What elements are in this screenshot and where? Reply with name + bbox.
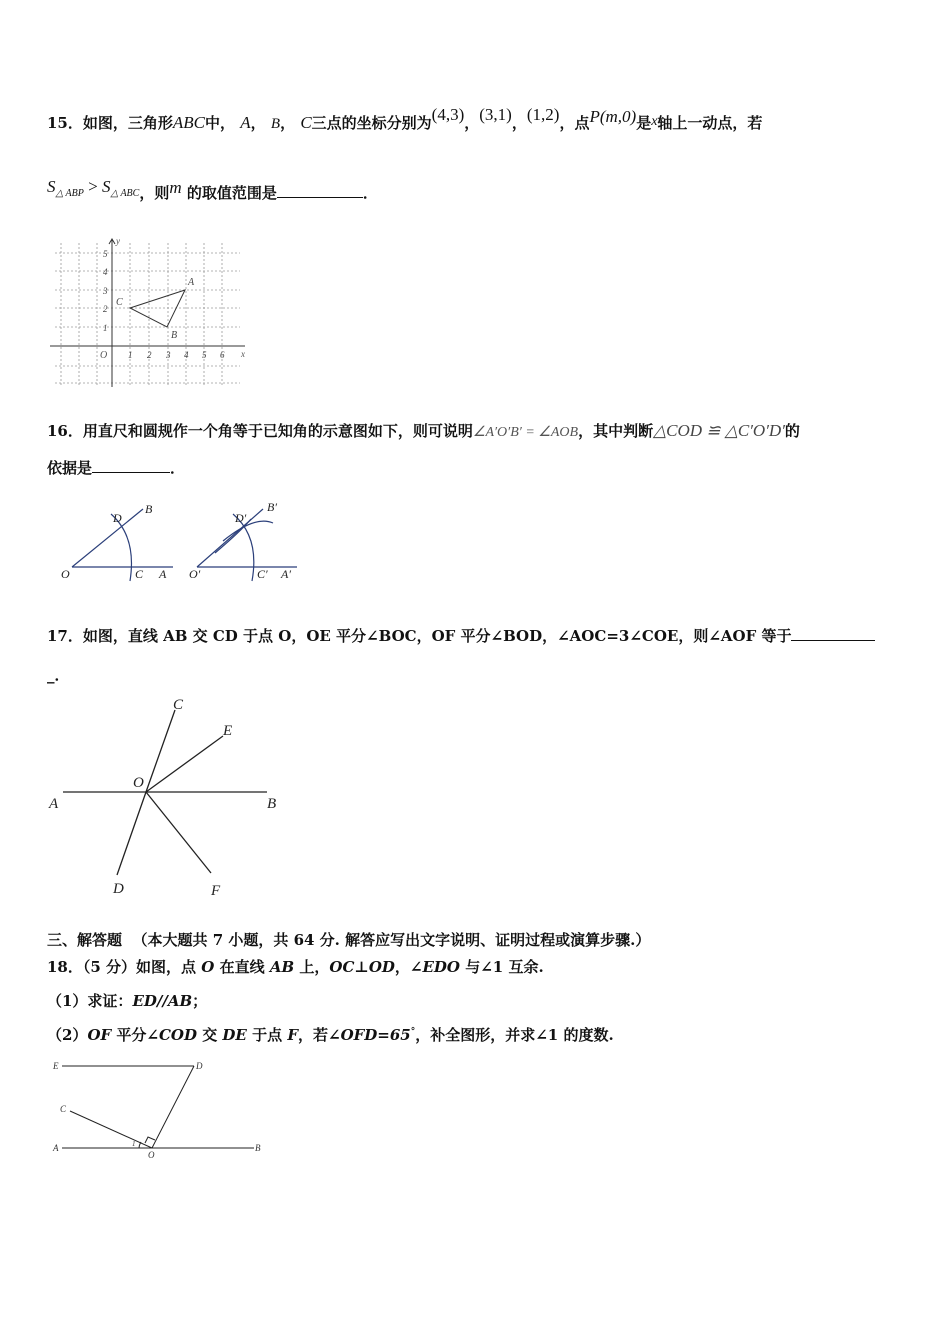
label-e: E bbox=[223, 723, 233, 739]
x-tick: 5 bbox=[202, 350, 207, 360]
q18-number: 18． bbox=[47, 958, 83, 976]
y-tick-labels bbox=[102, 249, 108, 333]
q17-number: 17． bbox=[47, 627, 83, 645]
x-tick: 1 bbox=[128, 350, 133, 360]
q18-part2: （2）OF 平分∠COD 交 DE 于点 F，若∠OFD=65°，补全图形，并求∠1 的度数. bbox=[47, 1026, 614, 1044]
q16-compass-figure bbox=[55, 497, 305, 589]
section3-heading bbox=[47, 929, 650, 950]
x-tick: 3 bbox=[166, 350, 171, 360]
q17-answer-blank bbox=[791, 640, 875, 641]
label-b: B bbox=[255, 1143, 261, 1153]
y-axis-label: y bbox=[116, 236, 120, 246]
section3-title: 三、解答题 bbox=[47, 931, 123, 949]
q18-line1: 18．（5 分）如图，点 O 在直线 AB 上，OC⊥OD，∠EDO 与∠1 互余. bbox=[47, 958, 544, 976]
x-tick-labels bbox=[128, 350, 225, 360]
x-tick: 6 bbox=[220, 350, 225, 360]
label-d: D bbox=[196, 1061, 203, 1071]
y-tick: 2 bbox=[103, 304, 108, 314]
label-o-prime: O′ bbox=[189, 567, 201, 581]
x-tick: 4 bbox=[184, 350, 189, 360]
q18-part1: （1）求证：ED//AB； bbox=[47, 992, 208, 1010]
point-a-label: A bbox=[188, 277, 195, 288]
q17-line2: _． bbox=[47, 666, 70, 684]
label-b-prime: B′ bbox=[267, 500, 277, 514]
q16-number: 16． bbox=[47, 422, 83, 440]
section3-note: （本大题共 7 小题，共 64 分. 解答应写出文字说明、证明过程或演算步骤.） bbox=[132, 931, 651, 949]
label-a: A bbox=[49, 796, 59, 812]
label-c: C bbox=[135, 567, 144, 581]
angle-1-label: 1 bbox=[132, 1140, 136, 1148]
label-c: C bbox=[173, 697, 184, 713]
label-o: O bbox=[61, 567, 70, 581]
point-b-label: B bbox=[171, 330, 178, 341]
label-o: O bbox=[148, 1150, 155, 1160]
label-e: E bbox=[53, 1061, 59, 1071]
q15-coordinate-figure bbox=[50, 235, 250, 390]
label-a: A bbox=[53, 1143, 59, 1153]
label-d: D bbox=[113, 511, 122, 525]
point-c-label: C bbox=[116, 297, 123, 308]
q17-line1: 17．如图，直线 AB 交 CD 于点 O，OE 平分∠BOC，OF 平分∠BOD，∠AOC=3∠COE，则∠AOF 等于 bbox=[47, 625, 875, 646]
y-tick: 5 bbox=[103, 249, 108, 259]
triangle-abc bbox=[130, 290, 185, 327]
q15-line1: 15．如图，三角形ABC中， A， B， C三点的坐标分别为(4,3)，(3,1)，(1,2)，点P(m,0)是x轴上一动点，若 bbox=[47, 105, 763, 132]
origin-label: O bbox=[100, 350, 108, 361]
q15-answer-blank bbox=[277, 197, 363, 198]
label-c-prime: C′ bbox=[257, 567, 268, 581]
y-tick: 1 bbox=[103, 323, 108, 333]
label-c: C bbox=[60, 1104, 67, 1114]
label-b: B bbox=[267, 796, 277, 812]
q16-line1: 16．用直尺和圆规作一个角等于已知角的示意图如下，则可说明∠A′O′B′ = ∠AOB，其中判断△COD ≌ △C′O′D′的 bbox=[47, 421, 800, 440]
x-tick: 2 bbox=[147, 350, 152, 360]
q15-number: 15． bbox=[47, 114, 83, 132]
label-d: D bbox=[113, 881, 124, 897]
label-o: O bbox=[133, 775, 144, 791]
label-d-prime: D′ bbox=[235, 511, 247, 525]
label-a: A bbox=[159, 567, 167, 581]
q18-geometry-figure bbox=[48, 1055, 273, 1160]
y-tick: 4 bbox=[103, 267, 108, 277]
y-tick: 3 bbox=[103, 286, 108, 296]
label-b: B bbox=[145, 502, 153, 516]
q16-line2: 依据是 ． bbox=[47, 459, 186, 477]
label-a-prime: A′ bbox=[281, 567, 291, 581]
q16-answer-blank bbox=[92, 472, 170, 473]
q17-lines-figure bbox=[45, 690, 295, 905]
label-f: F bbox=[211, 883, 221, 899]
x-axis-label: x bbox=[241, 349, 245, 359]
q15-line2: S△ ABP > S△ ABC，则m 的取值范围是 ． bbox=[47, 177, 378, 202]
